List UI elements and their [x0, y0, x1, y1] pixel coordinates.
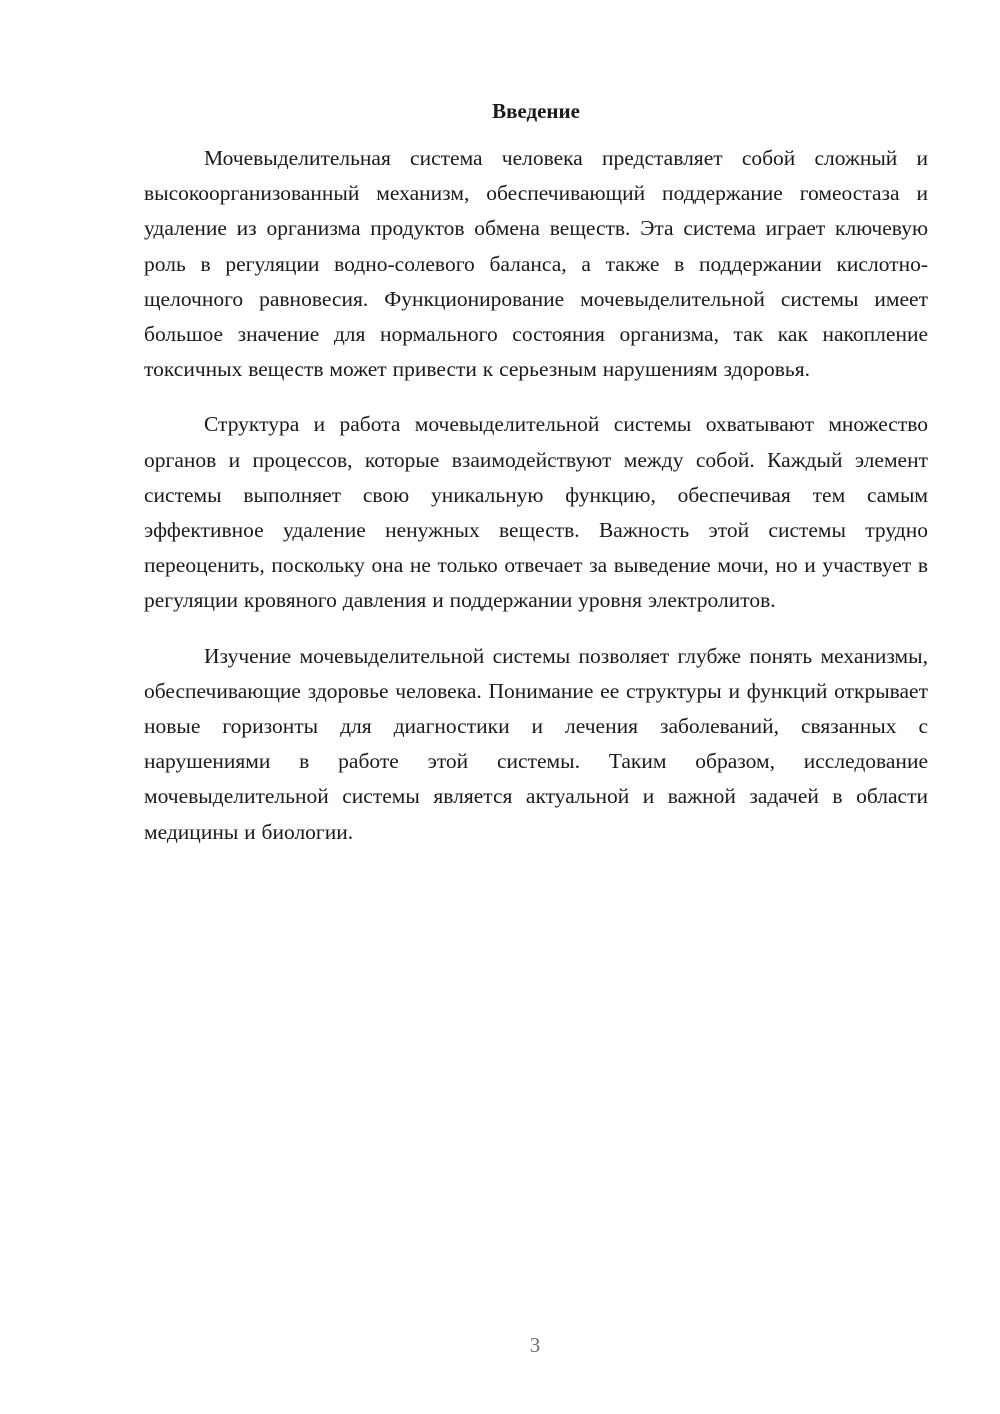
paragraph-3: Изучение мочевыделительной системы позволяет глубже понять механизмы, обеспечивающие здоровье человека. Понимание ее структуры и функций открывает новые горизонты для диагностики и лечения заболеваний, связанных с нарушениями в работе этой системы. Таким образом, исследование мочевыделительной системы является актуальной и важной задачей в области медицины и биологии. — [144, 643, 928, 844]
section-title: Введение — [492, 99, 580, 123]
paragraph-2: Структура и работа мочевыделительной системы охватывают множество органов и процессов, которые взаимодействуют между собой. Каждый элемент системы выполняет свою уникальную функцию, обеспечивая тем самым эффективное удаление ненужных веществ. Важность этой системы трудно переоценить, поскольку она не только отвечает за выведение мочи, но и участвует в регуляции кровяного давления и поддержании уровня электролитов. — [144, 412, 928, 613]
page-number: 3 — [529, 1333, 541, 1357]
paragraph-1: Мочевыделительная система человека представляет собой сложный и высокоорганизованный механизм, обеспечивающий поддержание гомеостаза и удаление из организма продуктов обмена веществ. Эта система играет ключевую роль в регуляции водно-солевого баланса, а также в поддержании кислотно-щелочного равновесия. Функционирование мочевыделительной системы имеет большое значение для нормального состояния организма, так как накопление токсичных веществ может привести к серьезным нарушениям здоровья. — [144, 146, 928, 382]
page-content — [144, 95, 928, 850]
